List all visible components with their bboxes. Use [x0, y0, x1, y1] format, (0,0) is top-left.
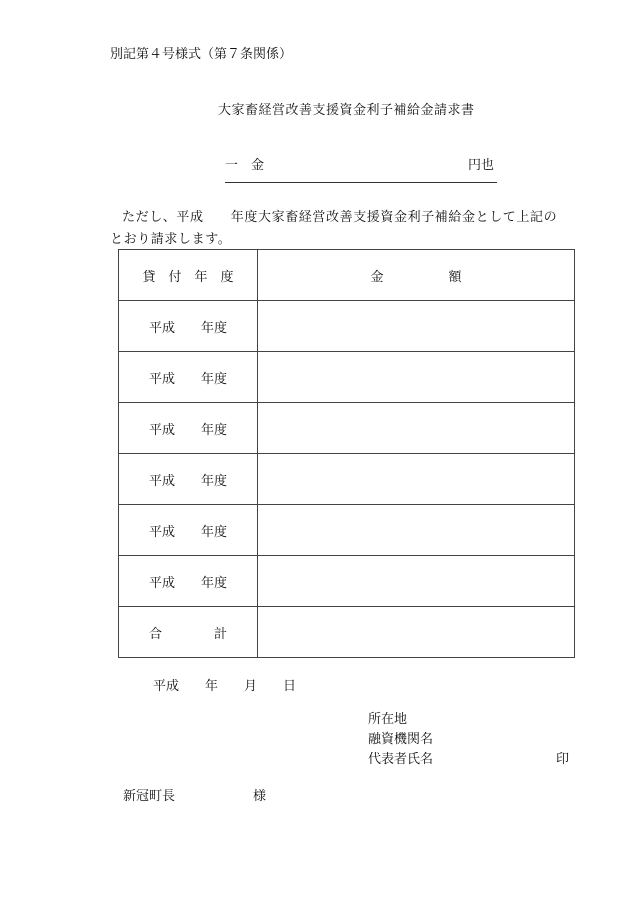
amount-prefix: 一 金: [225, 158, 265, 173]
row-year: 平成 年度: [119, 301, 258, 352]
seal-mark: 印: [556, 752, 570, 767]
table-row: [119, 352, 575, 403]
document-title: 大家畜経営改善支援資金利子補給金請求書: [218, 103, 475, 118]
row-year: 平成 年度: [119, 505, 258, 556]
row-amount-cell[interactable]: [258, 301, 575, 352]
row-amount-cell[interactable]: [258, 556, 575, 607]
row-year: 平成 年度: [119, 403, 258, 454]
row-amount-cell[interactable]: [258, 505, 575, 556]
institution-label: 融資機関名: [368, 732, 434, 747]
amount-underline: [225, 182, 497, 183]
header-loan-year: 貸 付 年 度: [119, 250, 258, 301]
table-total-row: [119, 607, 575, 658]
loan-year-amount-table: [118, 249, 575, 658]
row-amount-cell[interactable]: [258, 454, 575, 505]
total-amount-cell[interactable]: [258, 607, 575, 658]
table-row: [119, 403, 575, 454]
table-row: [119, 556, 575, 607]
table-row: [119, 454, 575, 505]
table-header-row: [119, 250, 575, 301]
row-amount-cell[interactable]: [258, 352, 575, 403]
date-line: 平成 年 月 日: [153, 679, 297, 694]
table-row: [119, 505, 575, 556]
row-year: 平成 年度: [119, 556, 258, 607]
body-line-1: ただし、平成 年度大家畜経営改善支援資金利子補給金として上記の: [122, 210, 558, 225]
addressee: 新冠町長: [123, 789, 176, 804]
body-line-2: とおり請求します。: [110, 232, 232, 247]
honorific: 様: [253, 789, 267, 804]
amount-suffix: 円也: [468, 158, 495, 173]
address-label: 所在地: [368, 712, 408, 727]
total-label: 合 計: [119, 607, 258, 658]
row-year: 平成 年度: [119, 454, 258, 505]
representative-label: 代表者氏名: [368, 752, 434, 767]
table-row: [119, 301, 575, 352]
row-year: 平成 年度: [119, 352, 258, 403]
form-id: 別記第４号様式（第７条関係）: [110, 47, 293, 62]
header-amount: 金 額: [258, 250, 575, 301]
row-amount-cell[interactable]: [258, 403, 575, 454]
